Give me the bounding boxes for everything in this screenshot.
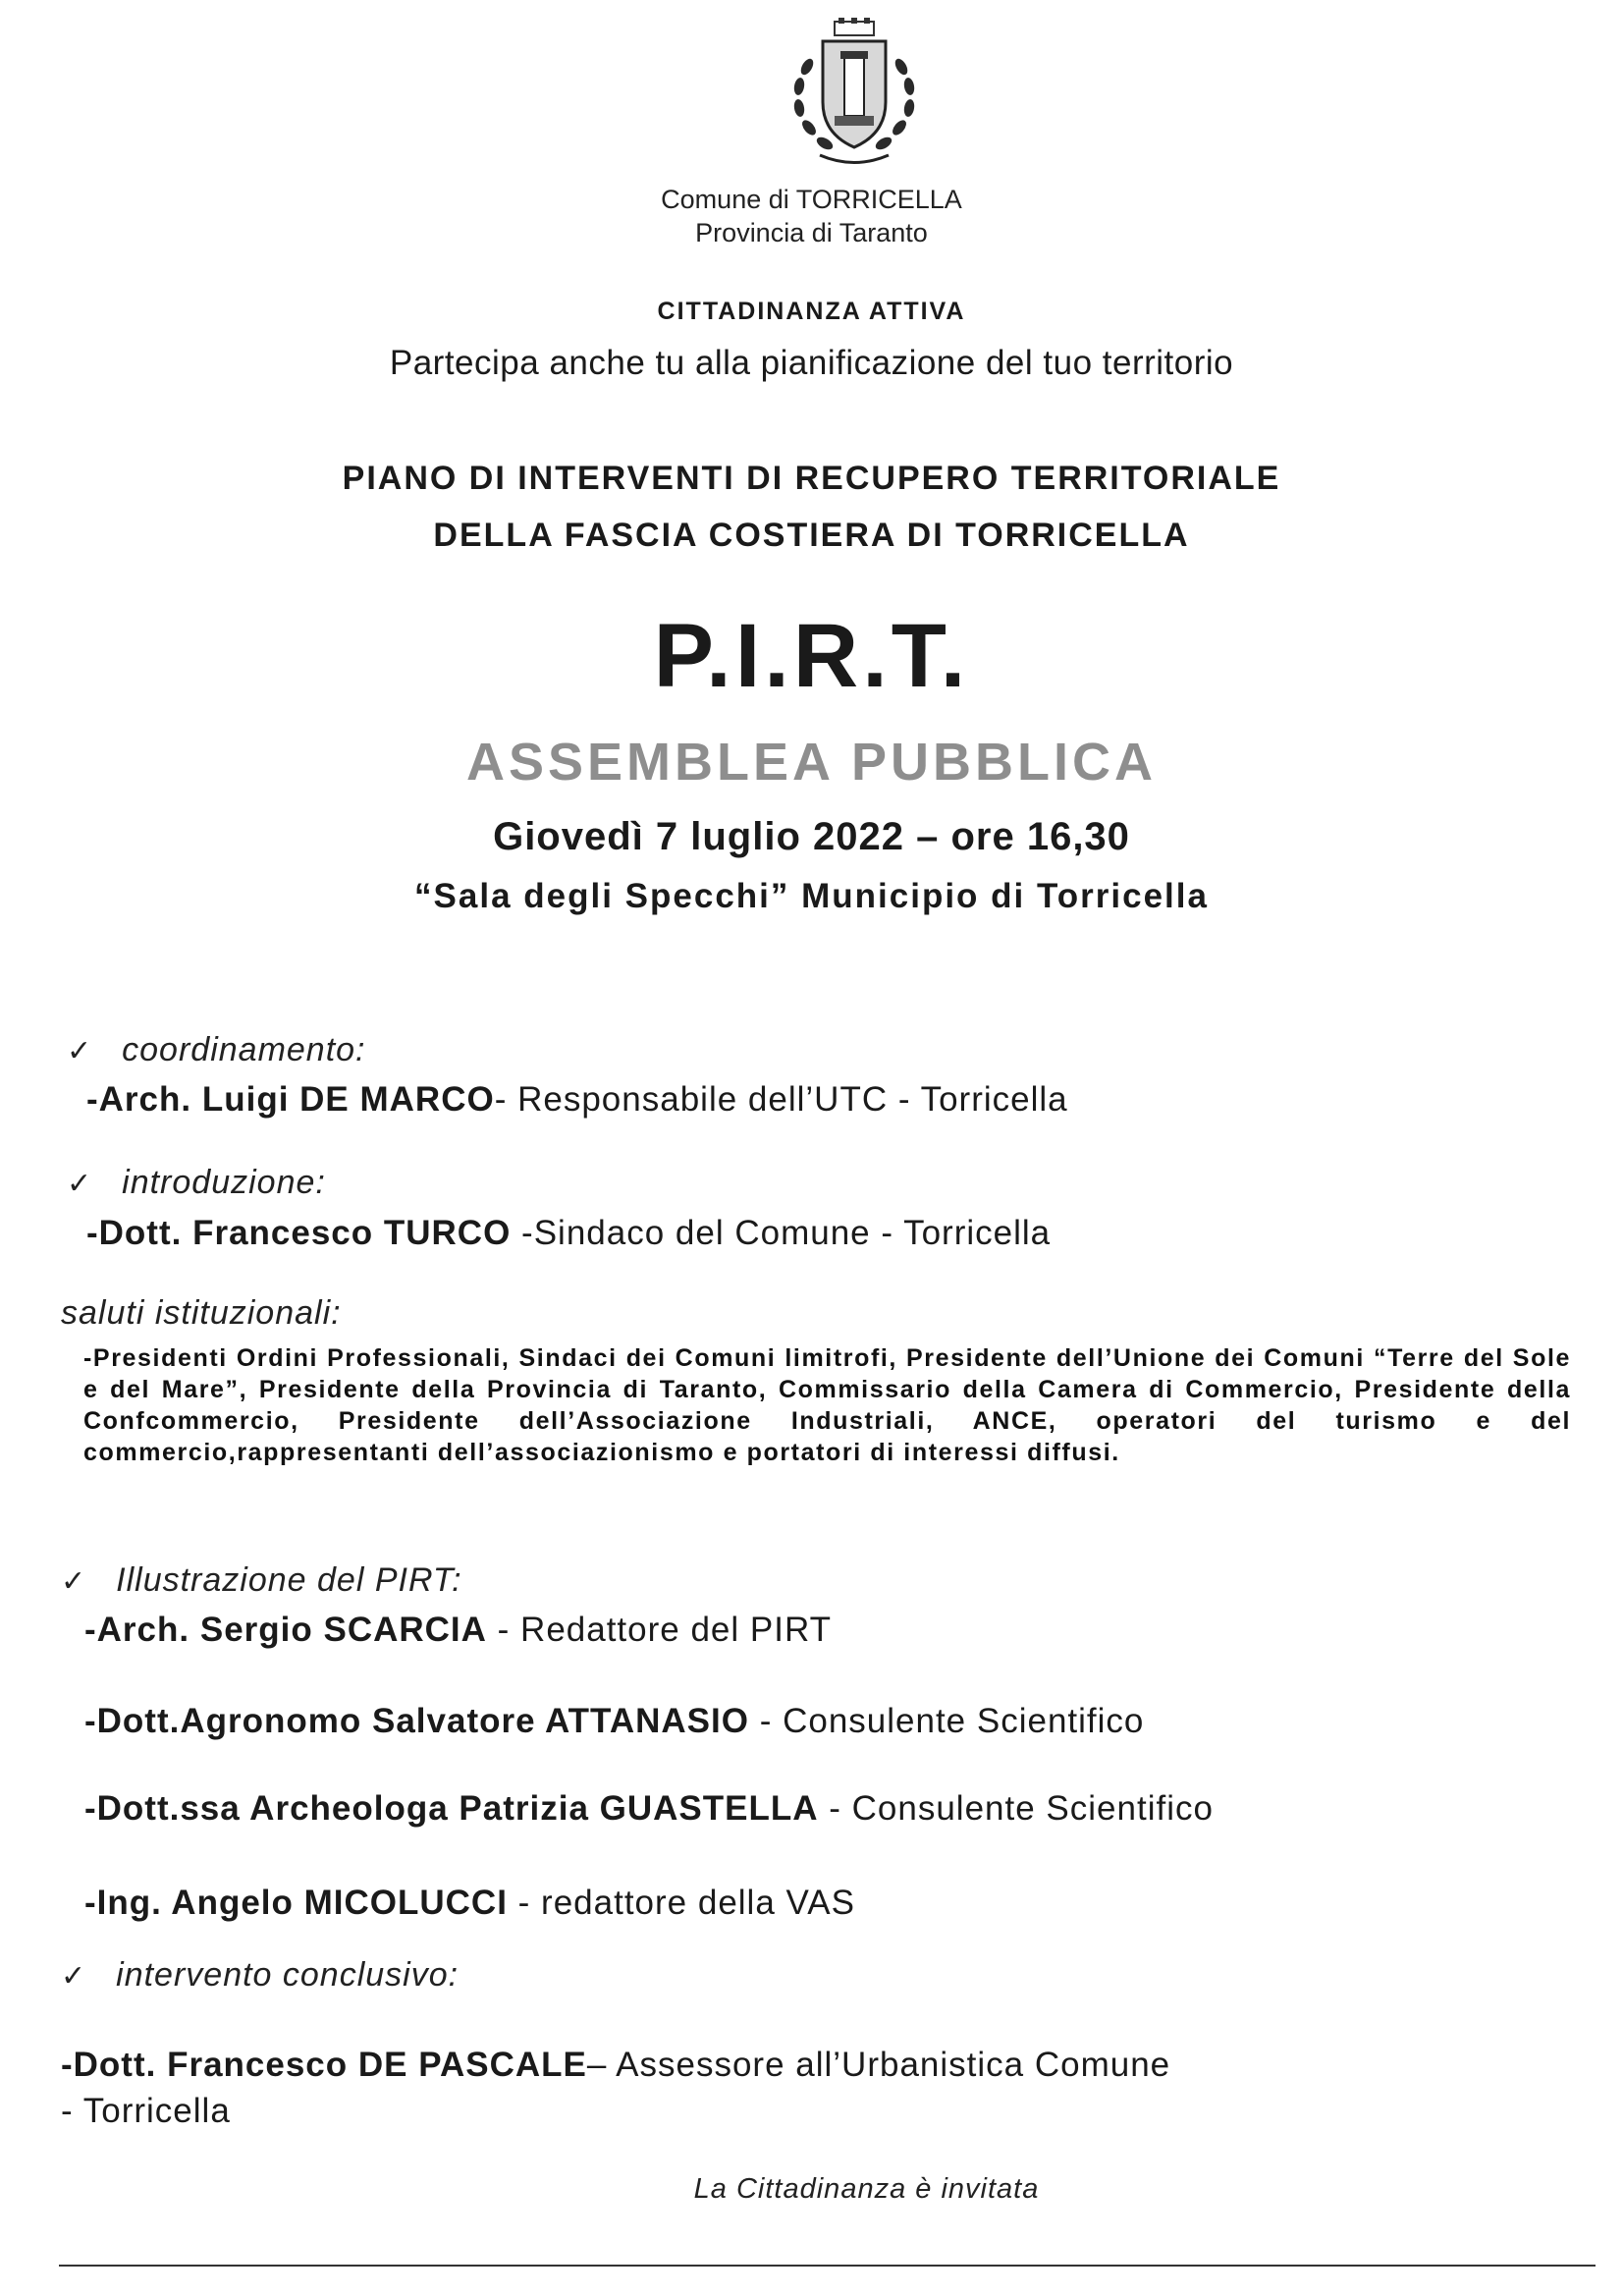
check-icon: ✓ — [67, 1035, 93, 1067]
speaker-name: -Dott. Francesco TURCO — [86, 1214, 512, 1252]
acronym-title: P.I.R.T. — [653, 606, 970, 706]
section-label: intervento conclusivo: — [116, 1956, 460, 1994]
comune-name: Comune di TORRICELLA — [661, 185, 962, 214]
speaker-name: -Arch. Sergio SCARCIA — [84, 1611, 487, 1649]
subtitle: Partecipa anche tu alla pianificazione del tuo territorio — [389, 344, 1234, 382]
event-venue: “Sala degli Specchi” Municipio di Torricella — [414, 877, 1209, 915]
section-label: introduzione: — [122, 1164, 326, 1201]
speaker-guastella — [84, 1789, 1214, 1829]
issuer-block — [0, 183, 1623, 249]
check-icon: ✓ — [61, 1960, 87, 1993]
speaker-role: - redattore della VAS — [507, 1884, 855, 1922]
speaker-name: -Ing. Angelo MICOLUCCI — [84, 1884, 508, 1922]
speaker-attanasio — [84, 1702, 1144, 1741]
invitation-note: La Cittadinanza è invitata — [693, 2173, 1040, 2205]
plan-title-line-2: DELLA FASCIA COSTIERA DI TORRICELLA — [433, 517, 1190, 554]
plan-title-line-1: PIANO DI INTERVENTI DI RECUPERO TERRITORIALE — [342, 460, 1281, 497]
speaker-role: - Redattore del PIRT — [486, 1611, 832, 1649]
speaker-name: -Dott.ssa Archeologa Patrizia GUASTELLA — [84, 1789, 819, 1828]
speaker-role: -Sindaco del Comune - Torricella — [511, 1214, 1052, 1252]
kicker-heading: CITTADINANZA ATTIVA — [657, 298, 966, 325]
check-icon: ✓ — [61, 1565, 87, 1598]
event-date: Giovedì 7 luglio 2022 – ore 16,30 — [493, 815, 1130, 858]
section-conclusivo — [61, 1956, 459, 1995]
footer-divider — [59, 2265, 1596, 2267]
coat-of-arms-icon — [766, 18, 943, 175]
saluti-list: -Presidenti Ordini Professionali, Sindaci dei Comuni limitrofi, Presidente dell’Unione dei Comuni “Terre del Sole e del Mare”, Presidente della Provincia di Taranto, Commissario della Camera di Commercio, Presidente della Confcommercio, Presidente dell’Associazione Industriali, ANCE, operatori del turismo e del commercio,rappresentanti dell’associazionismo e portatori di interessi diffusi. — [83, 1344, 1571, 1466]
speaker-scarcia — [84, 1611, 832, 1650]
speaker-micolucci — [84, 1884, 855, 1923]
speaker-role: – Assessore all’Urbanistica Comune — [586, 2046, 1171, 2084]
plan-title — [0, 450, 1623, 564]
speaker-name: -Dott. Francesco DE PASCALE — [61, 2046, 587, 2084]
speaker-coordinatore — [86, 1080, 1068, 1120]
section-label: coordinamento: — [122, 1031, 366, 1068]
speaker-name: -Arch. Luigi DE MARCO — [86, 1080, 495, 1119]
speaker-role: - Responsabile dell’UTC - Torricella — [494, 1080, 1068, 1119]
section-saluti: saluti istituzionali: — [61, 1294, 342, 1332]
speaker-de-pascale — [61, 2046, 1170, 2085]
speaker-role: - Consulente Scientifico — [748, 1702, 1145, 1740]
event-title: ASSEMBLEA PUBBLICA — [465, 733, 1158, 792]
provincia-name: Provincia di Taranto — [695, 218, 928, 247]
speaker-name: -Dott.Agronomo Salvatore ATTANASIO — [84, 1702, 749, 1740]
section-label: Illustrazione del PIRT: — [116, 1561, 462, 1599]
section-coordinamento — [67, 1031, 366, 1069]
speaker-role: - Consulente Scientifico — [818, 1789, 1214, 1828]
section-introduzione — [67, 1164, 326, 1202]
speaker-introduzione — [86, 1214, 1051, 1253]
check-icon: ✓ — [67, 1168, 93, 1200]
section-illustrazione — [61, 1561, 462, 1600]
speaker-de-pascale-line-2: - Torricella — [61, 2092, 231, 2130]
